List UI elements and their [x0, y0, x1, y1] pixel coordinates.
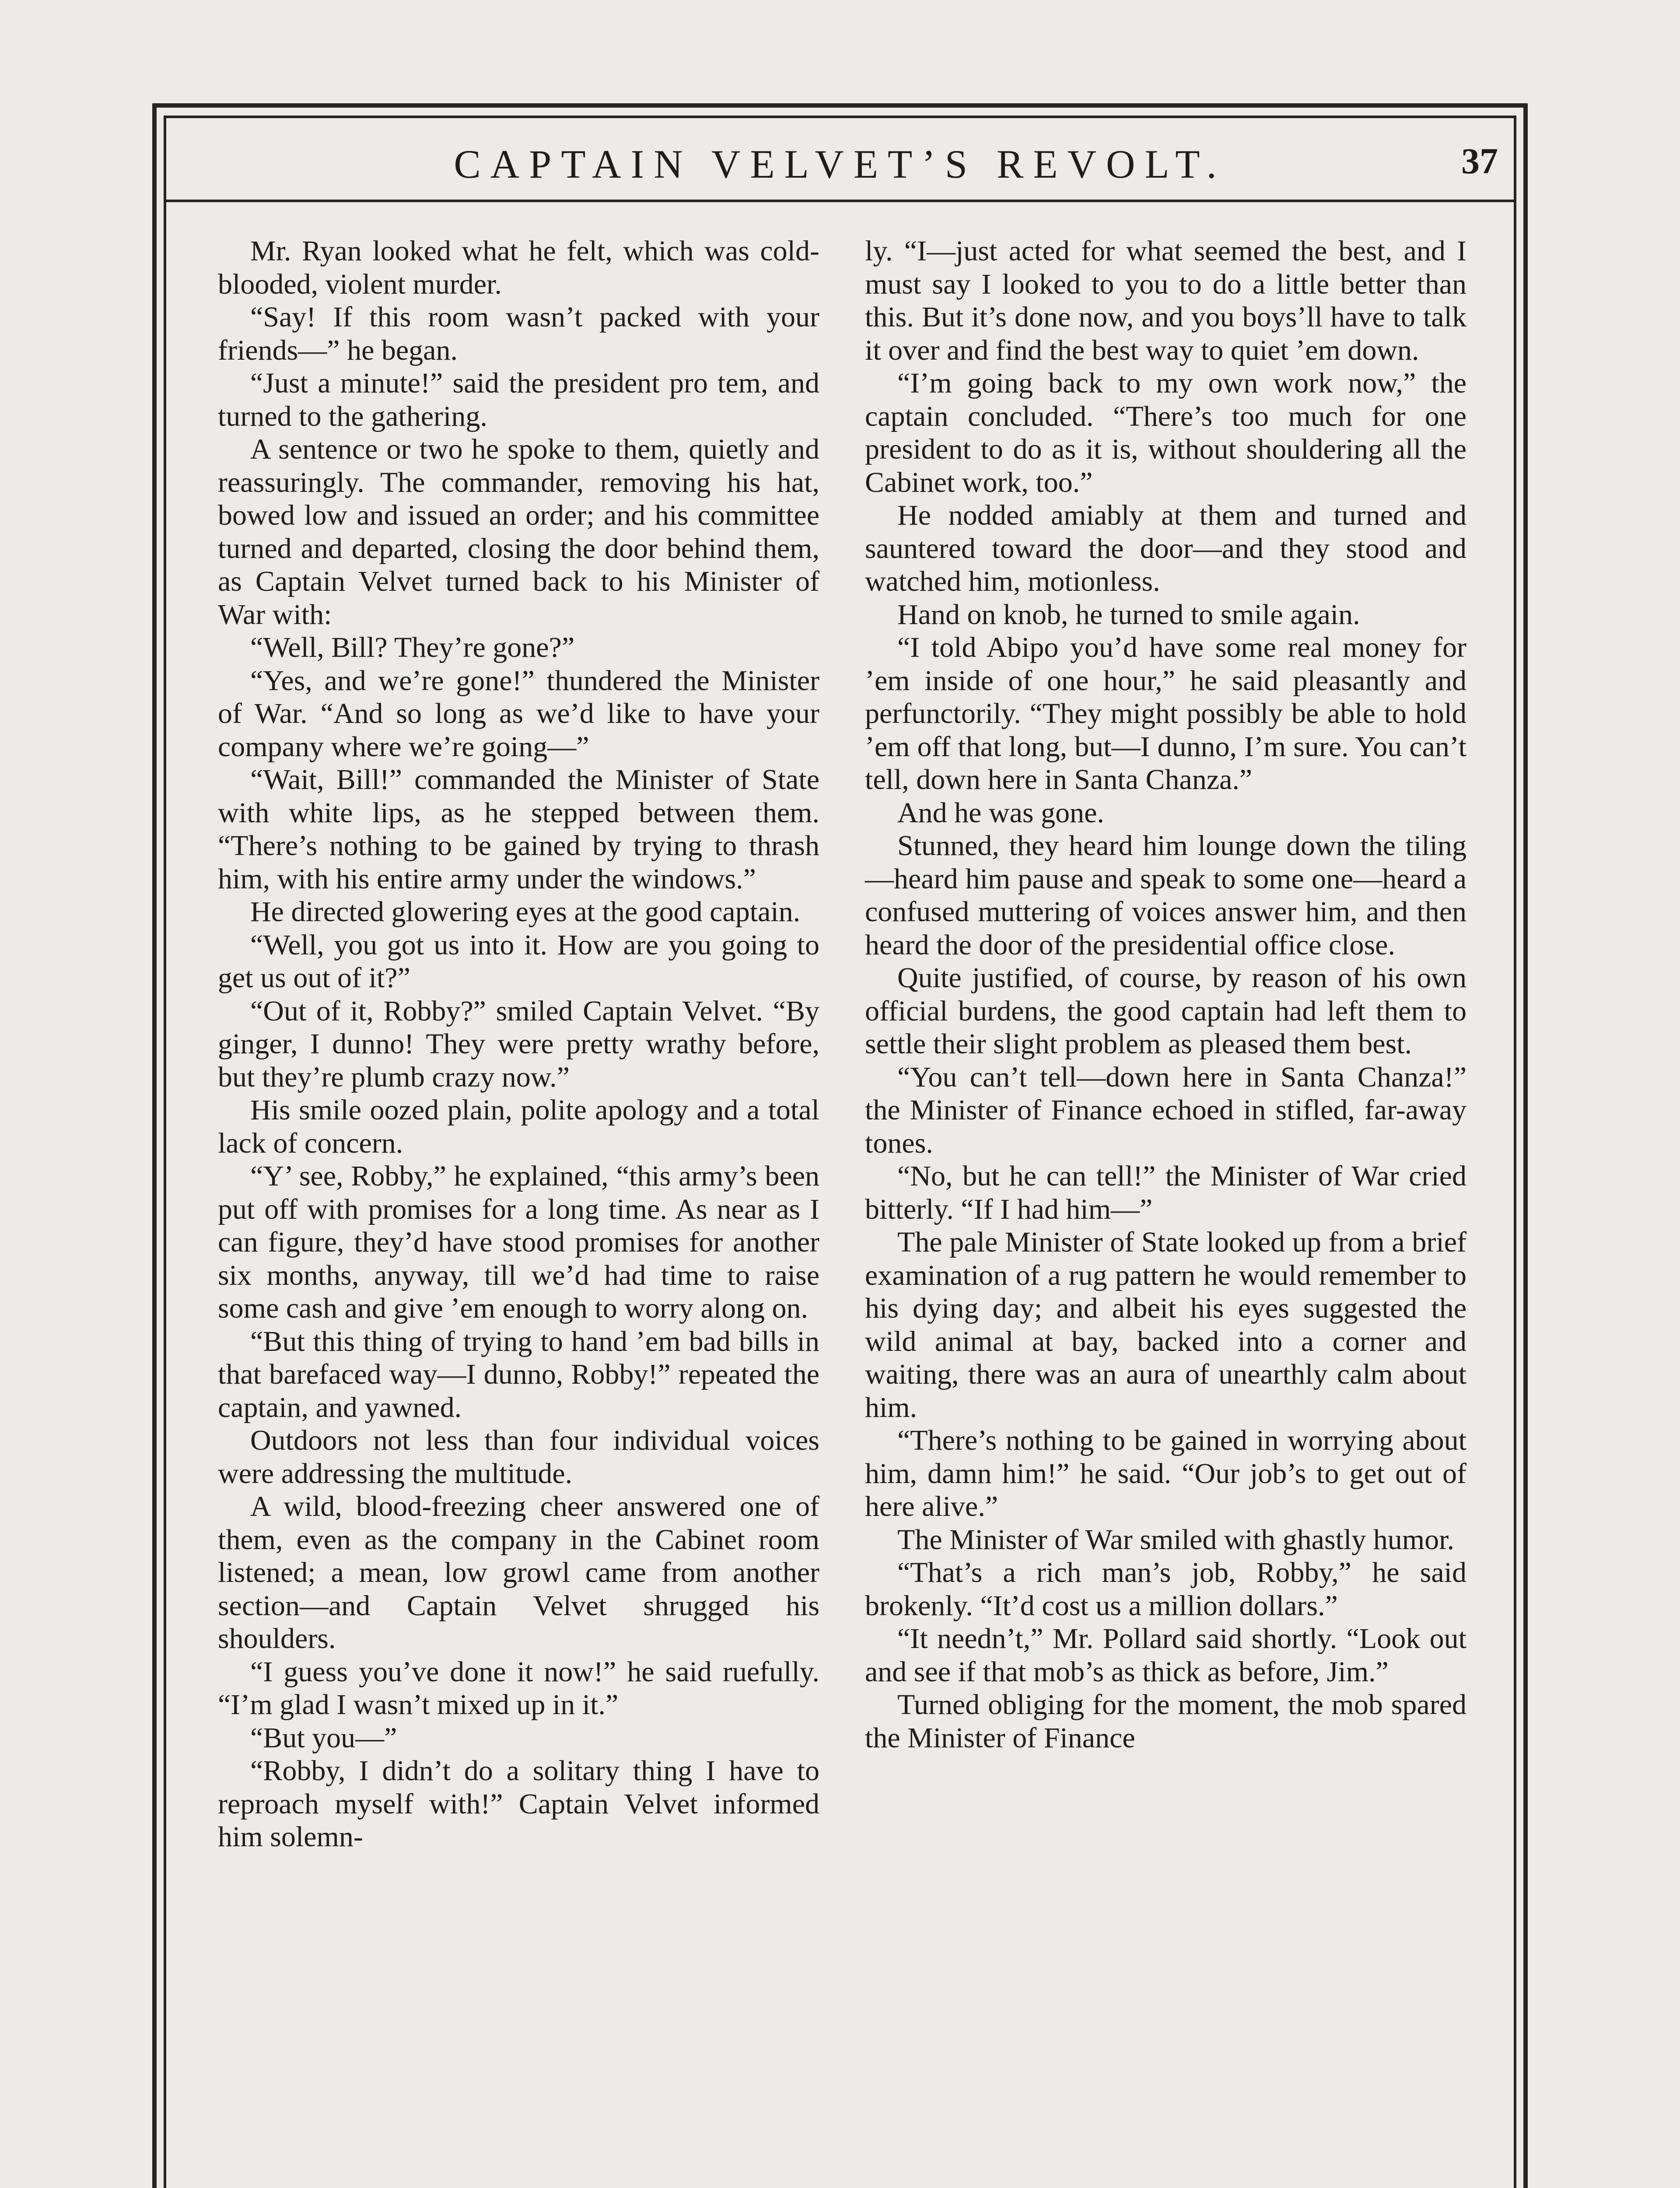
- paragraph: “Robby, I didn’t do a solitary thing I have to reproach myself with!” Captain Velvet informed him solemn-: [218, 1755, 819, 1853]
- paragraph: “I told Abipo you’d have some real money for ’em inside of one hour,” he said pleasantly and perfunctorily. “They might possibly be able to hold ’em off that long, but—I dunno, I’m sure. You can’t tell, down here in Santa Chanza.”: [865, 631, 1466, 796]
- paragraph: The Minister of War smiled with ghastly humor.: [897, 1523, 1454, 1556]
- paragraph: “Well, you got us into it. How are you going to get us out of it?”: [218, 929, 819, 994]
- paragraph: Outdoors not less than four individual voices were addressing the multitude.: [218, 1424, 819, 1490]
- paragraph: Hand on knob, he turned to smile again.: [897, 598, 1360, 631]
- paragraph: And he was gone.: [897, 796, 1104, 829]
- paragraph: Quite justified, of course, by reason of his own official burdens, the good captain had left them to settle their slight problem as pleased them best.: [865, 962, 1466, 1060]
- paragraph: “That’s a rich man’s job, Robby,” he said brokenly. “It’d cost us a million dollars.”: [865, 1557, 1466, 1622]
- page-header: [166, 127, 1514, 197]
- paragraph: “But this thing of trying to hand ’em bad bills in that barefaced way—I dunno, Robby!” repeated the captain, and yawned.: [218, 1325, 819, 1424]
- paragraph: “Y’ see, Robby,” he explained, “this army’s been put off with promises for a long time. As near as I can figure, they’d have stood promises for another six months, anyway, till we’d had time to raise some cash and give ’em enough to worry along on.: [218, 1160, 819, 1324]
- paragraph: “Wait, Bill!” commanded the Minister of State with white lips, as he stepped between them. “There’s nothing to be gained by trying to thrash him, with his entire army under the windows.”: [218, 764, 819, 895]
- paragraph: Turned obliging for the moment, the mob spared the Minister of Finance: [865, 1689, 1466, 1754]
- paragraph: ly. “I—just acted for what seemed the best, and I must say I looked to you to do a little better than this. But it’s done now, and you boys’ll have to talk it over and find the best way to quiet ’em down.: [865, 235, 1466, 366]
- paragraph: “I guess you’ve done it now!” he said ruefully. “I’m glad I wasn’t mixed up in it.”: [218, 1655, 819, 1721]
- paragraph: The pale Minister of State looked up from a brief examination of a rug pattern he would remember to his dying day; and albeit his eyes suggested the wild animal at bay, backed into a corner and waiting, there was an aura of unearthly calm about him.: [865, 1226, 1466, 1424]
- paragraph: His smile oozed plain, polite apology and a total lack of concern.: [218, 1094, 819, 1159]
- left-column: [218, 235, 819, 1854]
- paragraph: He directed glowering eyes at the good captain.: [250, 896, 801, 928]
- paragraph: “You can’t tell—down here in Santa Chanza!” the Minister of Finance echoed in stifled, far-away tones.: [865, 1061, 1466, 1159]
- paragraph: Stunned, they heard him lounge down the tiling—heard him pause and speak to some one—heard a confused muttering of voices answer him, and then heard the door of the presidential office close.: [865, 830, 1466, 961]
- paragraph: “There’s nothing to be gained in worrying about him, damn him!” he said. “Our job’s to get out of here alive.”: [865, 1424, 1466, 1522]
- page-number: 37: [1461, 141, 1498, 182]
- paragraph: “Say! If this room wasn’t packed with your friends—” he began.: [218, 301, 819, 366]
- paragraph: “No, but he can tell!” the Minister of War cried bitterly. “If I had him—”: [865, 1160, 1466, 1225]
- paragraph: “Well, Bill? They’re gone?”: [250, 631, 575, 663]
- paragraph: He nodded amiably at them and turned and sauntered toward the door—and they stood and watched him, motionless.: [865, 499, 1466, 597]
- paragraph: A sentence or two he spoke to them, quietly and reassuringly. The commander, removing his hat, bowed low and issued an order; and his committee turned and departed, closing the door behind them, as Captain Velvet turned back to his Minister of War with:: [218, 433, 819, 631]
- paragraph: “Yes, and we’re gone!” thundered the Minister of War. “And so long as we’d like to have your company where we’re going—”: [218, 664, 819, 763]
- paragraph: “Just a minute!” said the president pro tem, and turned to the gathering.: [218, 367, 819, 432]
- paragraph: “Out of it, Robby?” smiled Captain Velvet. “By ginger, I dunno! They were pretty wrathy before, but they’re plumb crazy now.”: [218, 995, 819, 1093]
- right-column: [865, 235, 1466, 1754]
- paragraph: A wild, blood-freezing cheer answered one of them, even as the company in the Cabinet room listened; a mean, low growl came from another section—and Captain Velvet shrugged his shoulders.: [218, 1490, 819, 1655]
- paragraph: “But you—”: [250, 1722, 397, 1754]
- header-rule: [166, 200, 1514, 202]
- paragraph: Mr. Ryan looked what he felt, which was cold-blooded, violent murder.: [218, 235, 819, 300]
- paragraph: “It needn’t,” Mr. Pollard said shortly. “Look out and see if that mob’s as thick as before, Jim.”: [865, 1623, 1466, 1688]
- paragraph: “I’m going back to my own work now,” the captain concluded. “There’s too much for one president to do as it is, without shouldering all the Cabinet work, too.”: [865, 367, 1466, 498]
- running-title: CAPTAIN VELVET’S REVOLT.: [454, 142, 1226, 186]
